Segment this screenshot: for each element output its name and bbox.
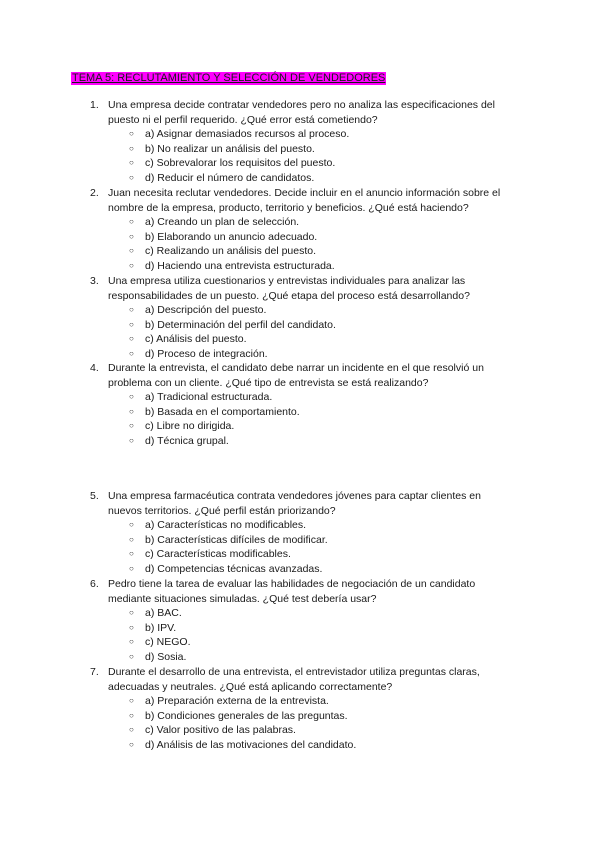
answer-option <box>0 547 600 562</box>
bullet-icon: ○ <box>129 231 134 241</box>
option-text: c) NEGO. <box>145 636 191 649</box>
option-text: a) Asignar demasiados recursos al proceso. <box>145 128 350 141</box>
bullet-icon: ○ <box>129 305 134 315</box>
question-number: 1. <box>90 99 99 111</box>
option-text: b) Condiciones generales de las preguntas. <box>145 709 348 722</box>
option-text: d) Sosia. <box>145 650 187 663</box>
bullet-icon: ○ <box>129 710 134 720</box>
answer-option <box>0 142 600 157</box>
option-text: b) Determinación del perfil del candidato. <box>145 318 336 331</box>
bullet-icon: ○ <box>129 725 134 735</box>
question-text <box>0 361 508 390</box>
bullet-icon: ○ <box>129 334 134 344</box>
bullet-icon: ○ <box>129 406 134 416</box>
answer-option <box>0 606 600 621</box>
question-text <box>0 665 508 694</box>
bullet-icon: ○ <box>129 158 134 168</box>
bullet-icon: ○ <box>129 172 134 182</box>
bullet-icon: ○ <box>129 260 134 270</box>
answer-option <box>0 230 600 245</box>
option-text: c) Realizando un análisis del puesto. <box>145 245 317 258</box>
answer-option <box>0 650 600 665</box>
option-text: a) Tradicional estructurada. <box>145 391 273 404</box>
question-3 <box>0 274 600 362</box>
answer-option <box>0 405 600 420</box>
bullet-icon: ○ <box>129 651 134 661</box>
answer-option <box>0 738 600 753</box>
question-stem: Una empresa farmacéutica contrata vendedores jóvenes para captar clientes en nuevos territorios. ¿Qué perfil están priorizando? <box>108 490 481 517</box>
question-stem: Durante la entrevista, el candidato debe narrar un incidente en el que resolvió un problema con un cliente. ¿Qué tipo de entrevista se está realizando? <box>108 362 484 389</box>
question-stem: Una empresa decide contratar vendedores pero no analiza las especificaciones del puesto ni el perfil requerido. ¿Qué error está cometiendo? <box>108 99 495 126</box>
bullet-icon: ○ <box>129 129 134 139</box>
answer-option <box>0 171 600 186</box>
option-text: c) Sobrevalorar los requisitos del puesto. <box>145 157 336 170</box>
option-text: d) Proceso de integración. <box>145 347 268 360</box>
option-text: c) Valor positivo de las palabras. <box>145 724 296 737</box>
answer-option <box>0 621 600 636</box>
page-title: TEMA 5: RECLUTAMIENTO Y SELECCIÓN DE VENDEDORES <box>72 72 386 84</box>
question-text <box>0 98 508 127</box>
option-text: a) BAC. <box>145 607 182 620</box>
bullet-icon: ○ <box>129 520 134 530</box>
answer-option <box>0 635 600 650</box>
question-6 <box>0 577 600 665</box>
bullet-icon: ○ <box>129 319 134 329</box>
bullet-icon: ○ <box>129 534 134 544</box>
option-text: d) Reducir el número de candidatos. <box>145 171 315 184</box>
question-text <box>0 489 508 518</box>
answer-option <box>0 723 600 738</box>
option-text: d) Análisis de las motivaciones del candidato. <box>145 738 357 751</box>
option-text: a) Descripción del puesto. <box>145 304 267 317</box>
answer-option <box>0 434 600 449</box>
question-number: 3. <box>90 275 99 287</box>
answer-option <box>0 562 600 577</box>
answer-option <box>0 694 600 709</box>
answer-option <box>0 259 600 274</box>
answer-option <box>0 419 600 434</box>
answer-option <box>0 303 600 318</box>
question-number: 4. <box>90 362 99 374</box>
option-text: a) Características no modificables. <box>145 519 307 532</box>
option-text: a) Preparación externa de la entrevista. <box>145 695 329 708</box>
question-2 <box>0 186 600 274</box>
option-text: b) Elaborando un anuncio adecuado. <box>145 230 318 243</box>
question-4 <box>0 361 600 449</box>
answer-option <box>0 332 600 347</box>
option-text: c) Análisis del puesto. <box>145 333 247 346</box>
bullet-icon: ○ <box>129 392 134 402</box>
bullet-icon: ○ <box>129 739 134 749</box>
bullet-icon: ○ <box>129 549 134 559</box>
bullet-icon: ○ <box>129 608 134 618</box>
answer-option <box>0 318 600 333</box>
question-1 <box>0 98 600 186</box>
answer-option <box>0 518 600 533</box>
bullet-icon: ○ <box>129 637 134 647</box>
bullet-icon: ○ <box>129 217 134 227</box>
bullet-icon: ○ <box>129 696 134 706</box>
bullet-icon: ○ <box>129 563 134 573</box>
option-text: d) Competencias técnicas avanzadas. <box>145 562 323 575</box>
answer-option <box>0 347 600 362</box>
answer-option <box>0 390 600 405</box>
answer-option <box>0 709 600 724</box>
bullet-icon: ○ <box>129 143 134 153</box>
question-stem: Durante el desarrollo de una entrevista, el entrevistador utiliza preguntas claras, adecuadas y neutrales. ¿Qué está aplicando correctamente? <box>108 666 480 693</box>
option-text: d) Técnica grupal. <box>145 434 229 447</box>
question-stem: Juan necesita reclutar vendedores. Decide incluir en el anuncio información sobre el nombre de la empresa, producto, territorio y beneficios. ¿Qué está haciendo? <box>108 187 501 214</box>
question-number: 6. <box>90 578 99 590</box>
question-number: 5. <box>90 490 99 502</box>
answer-option <box>0 127 600 142</box>
answer-option <box>0 244 600 259</box>
question-7 <box>0 665 600 753</box>
question-text <box>0 274 508 303</box>
bullet-icon: ○ <box>129 421 134 431</box>
question-text <box>0 577 508 606</box>
question-text <box>0 186 508 215</box>
question-number: 2. <box>90 187 99 199</box>
bullet-icon: ○ <box>129 435 134 445</box>
option-text: d) Haciendo una entrevista estructurada. <box>145 259 335 272</box>
question-stem: Una empresa utiliza cuestionarios y entrevistas individuales para analizar las responsabilidades de un puesto. ¿Qué etapa del proceso está desarrollando? <box>108 275 470 302</box>
option-text: a) Creando un plan de selección. <box>145 216 300 229</box>
bullet-icon: ○ <box>129 348 134 358</box>
question-stem: Pedro tiene la tarea de evaluar las habilidades de negociación de un candidato mediante situaciones simuladas. ¿Qué test debería usar? <box>108 578 476 605</box>
option-text: c) Libre no dirigida. <box>145 420 235 433</box>
bullet-icon: ○ <box>129 622 134 632</box>
option-text: b) Basada en el comportamiento. <box>145 405 300 418</box>
question-number: 7. <box>90 666 99 678</box>
question-5 <box>0 489 600 577</box>
option-text: b) IPV. <box>145 621 177 634</box>
option-text: c) Características modificables. <box>145 548 291 561</box>
answer-option <box>0 156 600 171</box>
option-text: b) No realizar un análisis del puesto. <box>145 142 315 155</box>
bullet-icon: ○ <box>129 246 134 256</box>
option-text: b) Características difíciles de modificar. <box>145 533 328 546</box>
answer-option <box>0 533 600 548</box>
answer-option <box>0 215 600 230</box>
